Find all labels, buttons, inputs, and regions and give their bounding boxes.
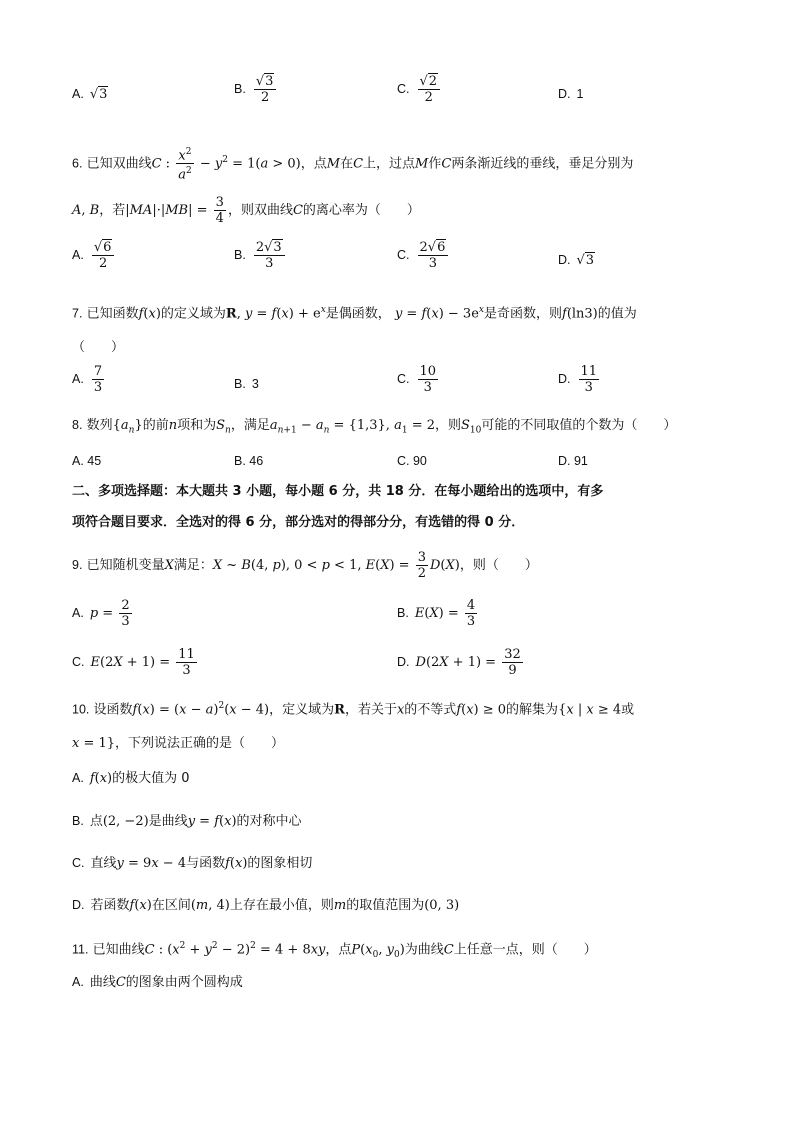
- q7-stem: 7. 已知函数f(x)的定义域为R, $y = f(x) + e^x$是偶函数， $y = f(x) - 3e^x$是奇函数，则f(ln3)的值为: [72, 305, 637, 322]
- q7-option-c: C. $\frac{10}{3}$: [397, 364, 437, 395]
- q6-option-c: C. $\frac{2√6}{3}$: [397, 240, 450, 271]
- q10-option-a: A. f(x)的极大值为 0: [72, 771, 190, 786]
- q8-option-b: B. 46: [234, 454, 264, 468]
- q5-option-a: A. √3: [72, 87, 108, 102]
- q9-option-a: A. p = $\frac{2}{3}$: [72, 598, 130, 629]
- q8-option-a: A. 45: [72, 454, 102, 468]
- q10-stem-line2: x = 1}，下列说法正确的是（ ）: [72, 736, 285, 751]
- q5-option-c: C. $\frac{√2}{2}$: [397, 74, 442, 105]
- section2-heading-line2: 项符合题目要求．全选对的得 6 分，部分选对的得部分分，有选错的得 0 分．: [72, 515, 525, 530]
- q6-option-a: A. $\frac{√6}{2}$: [72, 240, 116, 271]
- q9-stem: 9. 已知随机变量X满足：X ~ B(4, p), 0 < p < 1, E(X) = $\frac{3}{2}$ D(X)，则（ ）: [72, 550, 538, 581]
- q8-option-c: C. 90: [397, 454, 427, 468]
- q10-stem-line1: 10. 设函数$f(x) = (x - a)^2(x - 4)$，定义域为R，若关于x的不等式f(x) ≥ 0的解集为{x | x ≥ 4或: [72, 701, 635, 718]
- q7-option-a: A. $\frac{7}{3}$: [72, 364, 103, 395]
- section2-heading-line1: 二、多项选择题：本大题共 3 小题，每小题 6 分，共 18 分．在每小题给出的选项中，有多: [72, 484, 604, 499]
- q7-paren: （ ）: [72, 340, 125, 355]
- q11-stem: 11. 已知曲线C : $(x^2 + y^2 - 2)^2 = 4 + 8xy$，点$P(x_0$, $y_0$)为曲线C上任意一点，则（ ）: [72, 941, 597, 960]
- q9-option-c: C. E(2X + 1) = $\frac{11}{3}$: [72, 647, 195, 678]
- q6-stem-line1: 6. 已知双曲线C : $\frac{x^2}{a^2}$ − $y^2 = 1(a > 0)$，点M在C上，过点M作C两条渐近线的垂线，垂足分别为: [72, 147, 634, 183]
- q8-option-d: D. 91: [558, 454, 588, 468]
- q7-option-d: D. $\frac{11}{3}$: [558, 364, 598, 395]
- q6-stem-line2: A, B，若|MA|·|MB| = $\frac{3}{4}$ ，则双曲线C的离心率为（ ）: [72, 195, 420, 226]
- q9-option-b: B. E(X) = $\frac{4}{3}$: [397, 598, 476, 629]
- q6-option-d: D. √3: [558, 253, 595, 268]
- q9-option-d: D. D(2X + 1) = $\frac{32}{9}$: [397, 647, 521, 678]
- q5-option-b: B. $\frac{√3}{2}$: [234, 74, 278, 105]
- q10-option-c: C. 直线y = 9x − 4与函数f(x)的图象相切: [72, 856, 313, 871]
- q5-option-d: D. 1: [558, 87, 584, 101]
- q10-option-d: D. 若函数f(x)在区间(m, 4)上存在最小值，则m的取值范围为(0, 3): [72, 898, 460, 913]
- q8-stem: 8. 数列$\{a_n\}$的前n项和为$S_n$，满足$a_{n+1} - a_n = \{1,3\}$, $a_1 = 2$，则$S_{10}$可能的不同取值的个数为（ ）: [72, 418, 677, 436]
- q7-option-b: B. 3: [234, 377, 259, 391]
- q10-option-b: B. 点(2, −2)是曲线y = f(x)的对称中心: [72, 814, 302, 829]
- q6-option-b: B. $\frac{2√3}{3}$: [234, 240, 287, 271]
- q11-option-a: A. 曲线C的图象由两个圆构成: [72, 975, 243, 990]
